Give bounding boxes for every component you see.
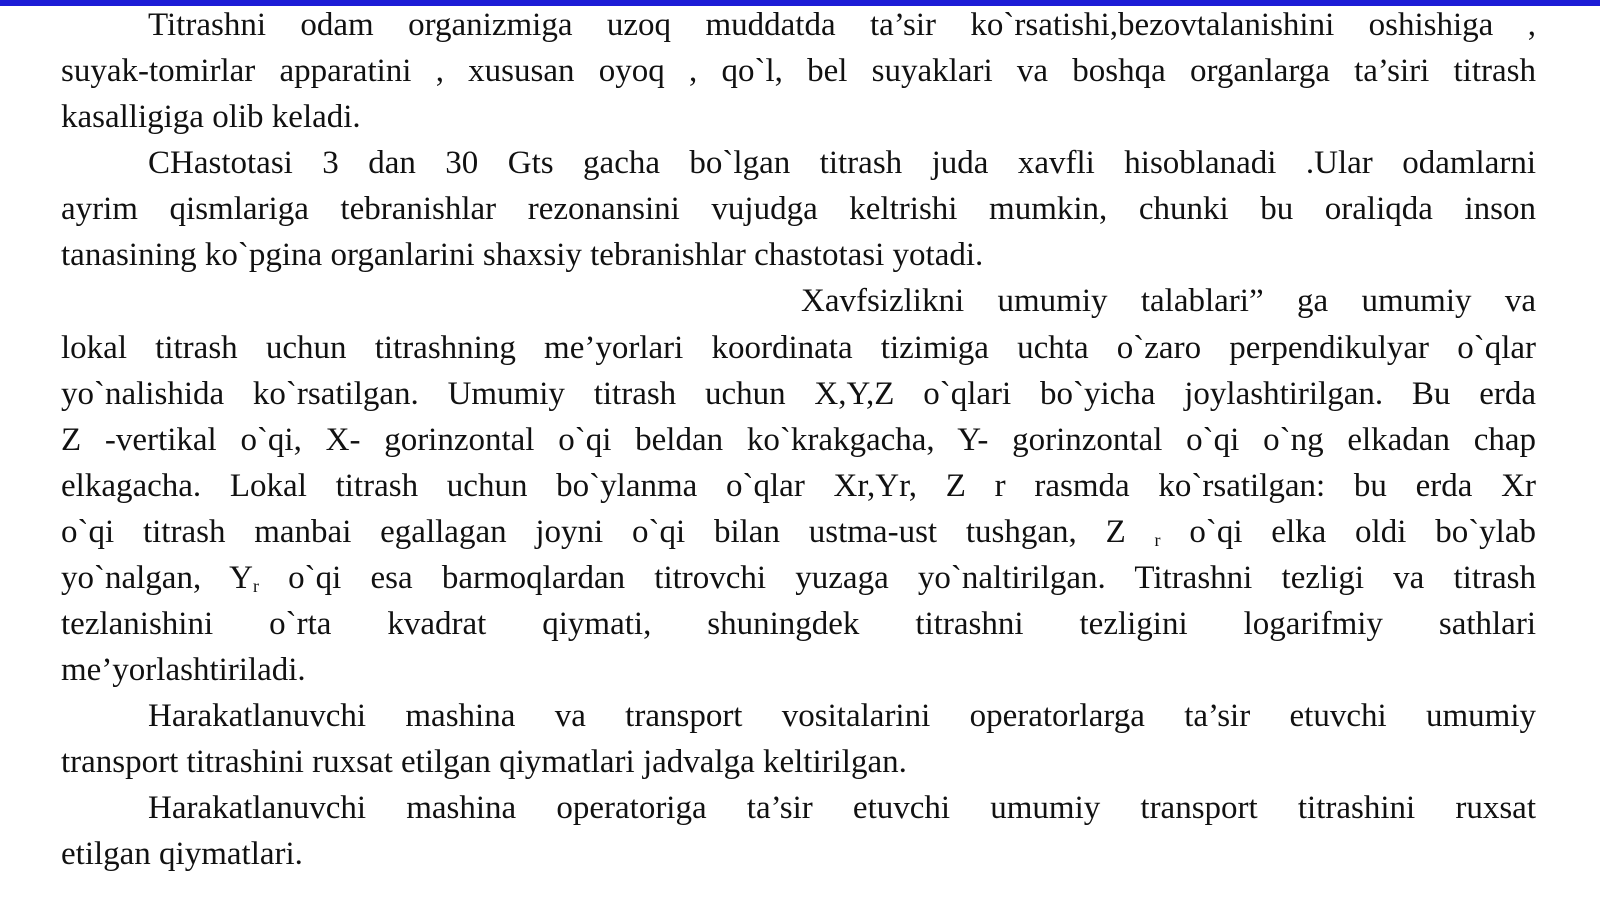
paragraph-2-line-3: tanasining ko`pgina organlarini shaxsiy tebranishlar chastotasi yotadi.: [61, 237, 984, 273]
paragraph-3-line-5: elkagacha. Lokal titrash uchun bo`ylanma o`qlar Xr,Yr, Z r rasmda ko`rsatilgan: bu erda Xr: [61, 468, 1536, 504]
line-7-text-after: o`qi esa barmoqlardan titrovchi yuzaga yo`naltirilgan. Titrashni tezligi va titrash: [259, 560, 1536, 596]
paragraph-1-line-3: kasalligiga olib keladi.: [61, 99, 361, 135]
line-6-text-after: o`qi elka oldi bo`ylab: [1160, 514, 1536, 550]
line-6-text-before: o`qi titrash manbai egallagan joyni o`qi bilan ustma-ust tushgan, Z: [61, 514, 1126, 550]
paragraph-2-line-1: CHastotasi 3 dan 30 Gts gacha bo`lgan titrash juda xavfli hisoblanadi .Ular odamlarni: [148, 145, 1536, 181]
paragraph-3-line-1: Xavfsizlikni umumiy talablari” ga umumiy va: [801, 283, 1536, 319]
subscript-r: r: [253, 576, 259, 596]
paragraph-3-line-6: [61, 509, 1536, 555]
paragraph-4-line-1: Harakatlanuvchi mashina va transport vositalarini operatorlarga ta’sir etuvchi umumiy: [148, 698, 1536, 734]
paragraph-1-line-2: suyak-tomirlar apparatini , xususan oyoq , qo`l, bel suyaklari va boshqa organlarga ta’siri titrash: [61, 53, 1536, 89]
paragraph-5-line-2: etilgan qiymatlari.: [61, 836, 303, 872]
paragraph-4-line-2: transport titrashini ruxsat etilgan qiymatlari jadvalga keltirilgan.: [61, 744, 907, 780]
paragraph-5-line-1: Harakatlanuvchi mashina operatoriga ta’sir etuvchi umumiy transport titrashini ruxsat: [148, 790, 1536, 826]
paragraph-3-line-4: Z -vertikal o`qi, X- gorinzontal o`qi beldan ko`krakgacha, Y- gorinzontal o`qi o`ng elkadan chap: [61, 422, 1536, 458]
paragraph-1-line-1: Titrashni odam organizmiga uzoq muddatda ta’sir ko`rsatishi,bezovtalanishini oshishiga ,: [148, 7, 1536, 43]
paragraph-3-line-9: me’yorlashtiriladi.: [61, 652, 306, 688]
paragraph-3-line-2: lokal titrash uchun titrashning me’yorlari koordinata tizimiga uchta o`zaro perpendikulyar o`qlar: [61, 330, 1536, 366]
line-7-text-before: yo`nalgan, Y: [61, 560, 253, 596]
paragraph-2-line-2: ayrim qismlariga tebranishlar rezonansini vujudga keltrishi mumkin, chunki bu oraliqda inson: [61, 191, 1536, 227]
paragraph-3-line-3: yo`nalishida ko`rsatilgan. Umumiy titrash uchun X,Y,Z o`qlari bo`yicha joylashtirilgan. Bu erda: [61, 376, 1536, 412]
paragraph-3-line-8: tezlanishini o`rta kvadrat qiymati, shuningdek titrashni tezligini logarifmiy sathlari: [61, 606, 1536, 642]
subscript-r: r: [1154, 530, 1161, 550]
paragraph-3-line-7: [61, 555, 1536, 601]
